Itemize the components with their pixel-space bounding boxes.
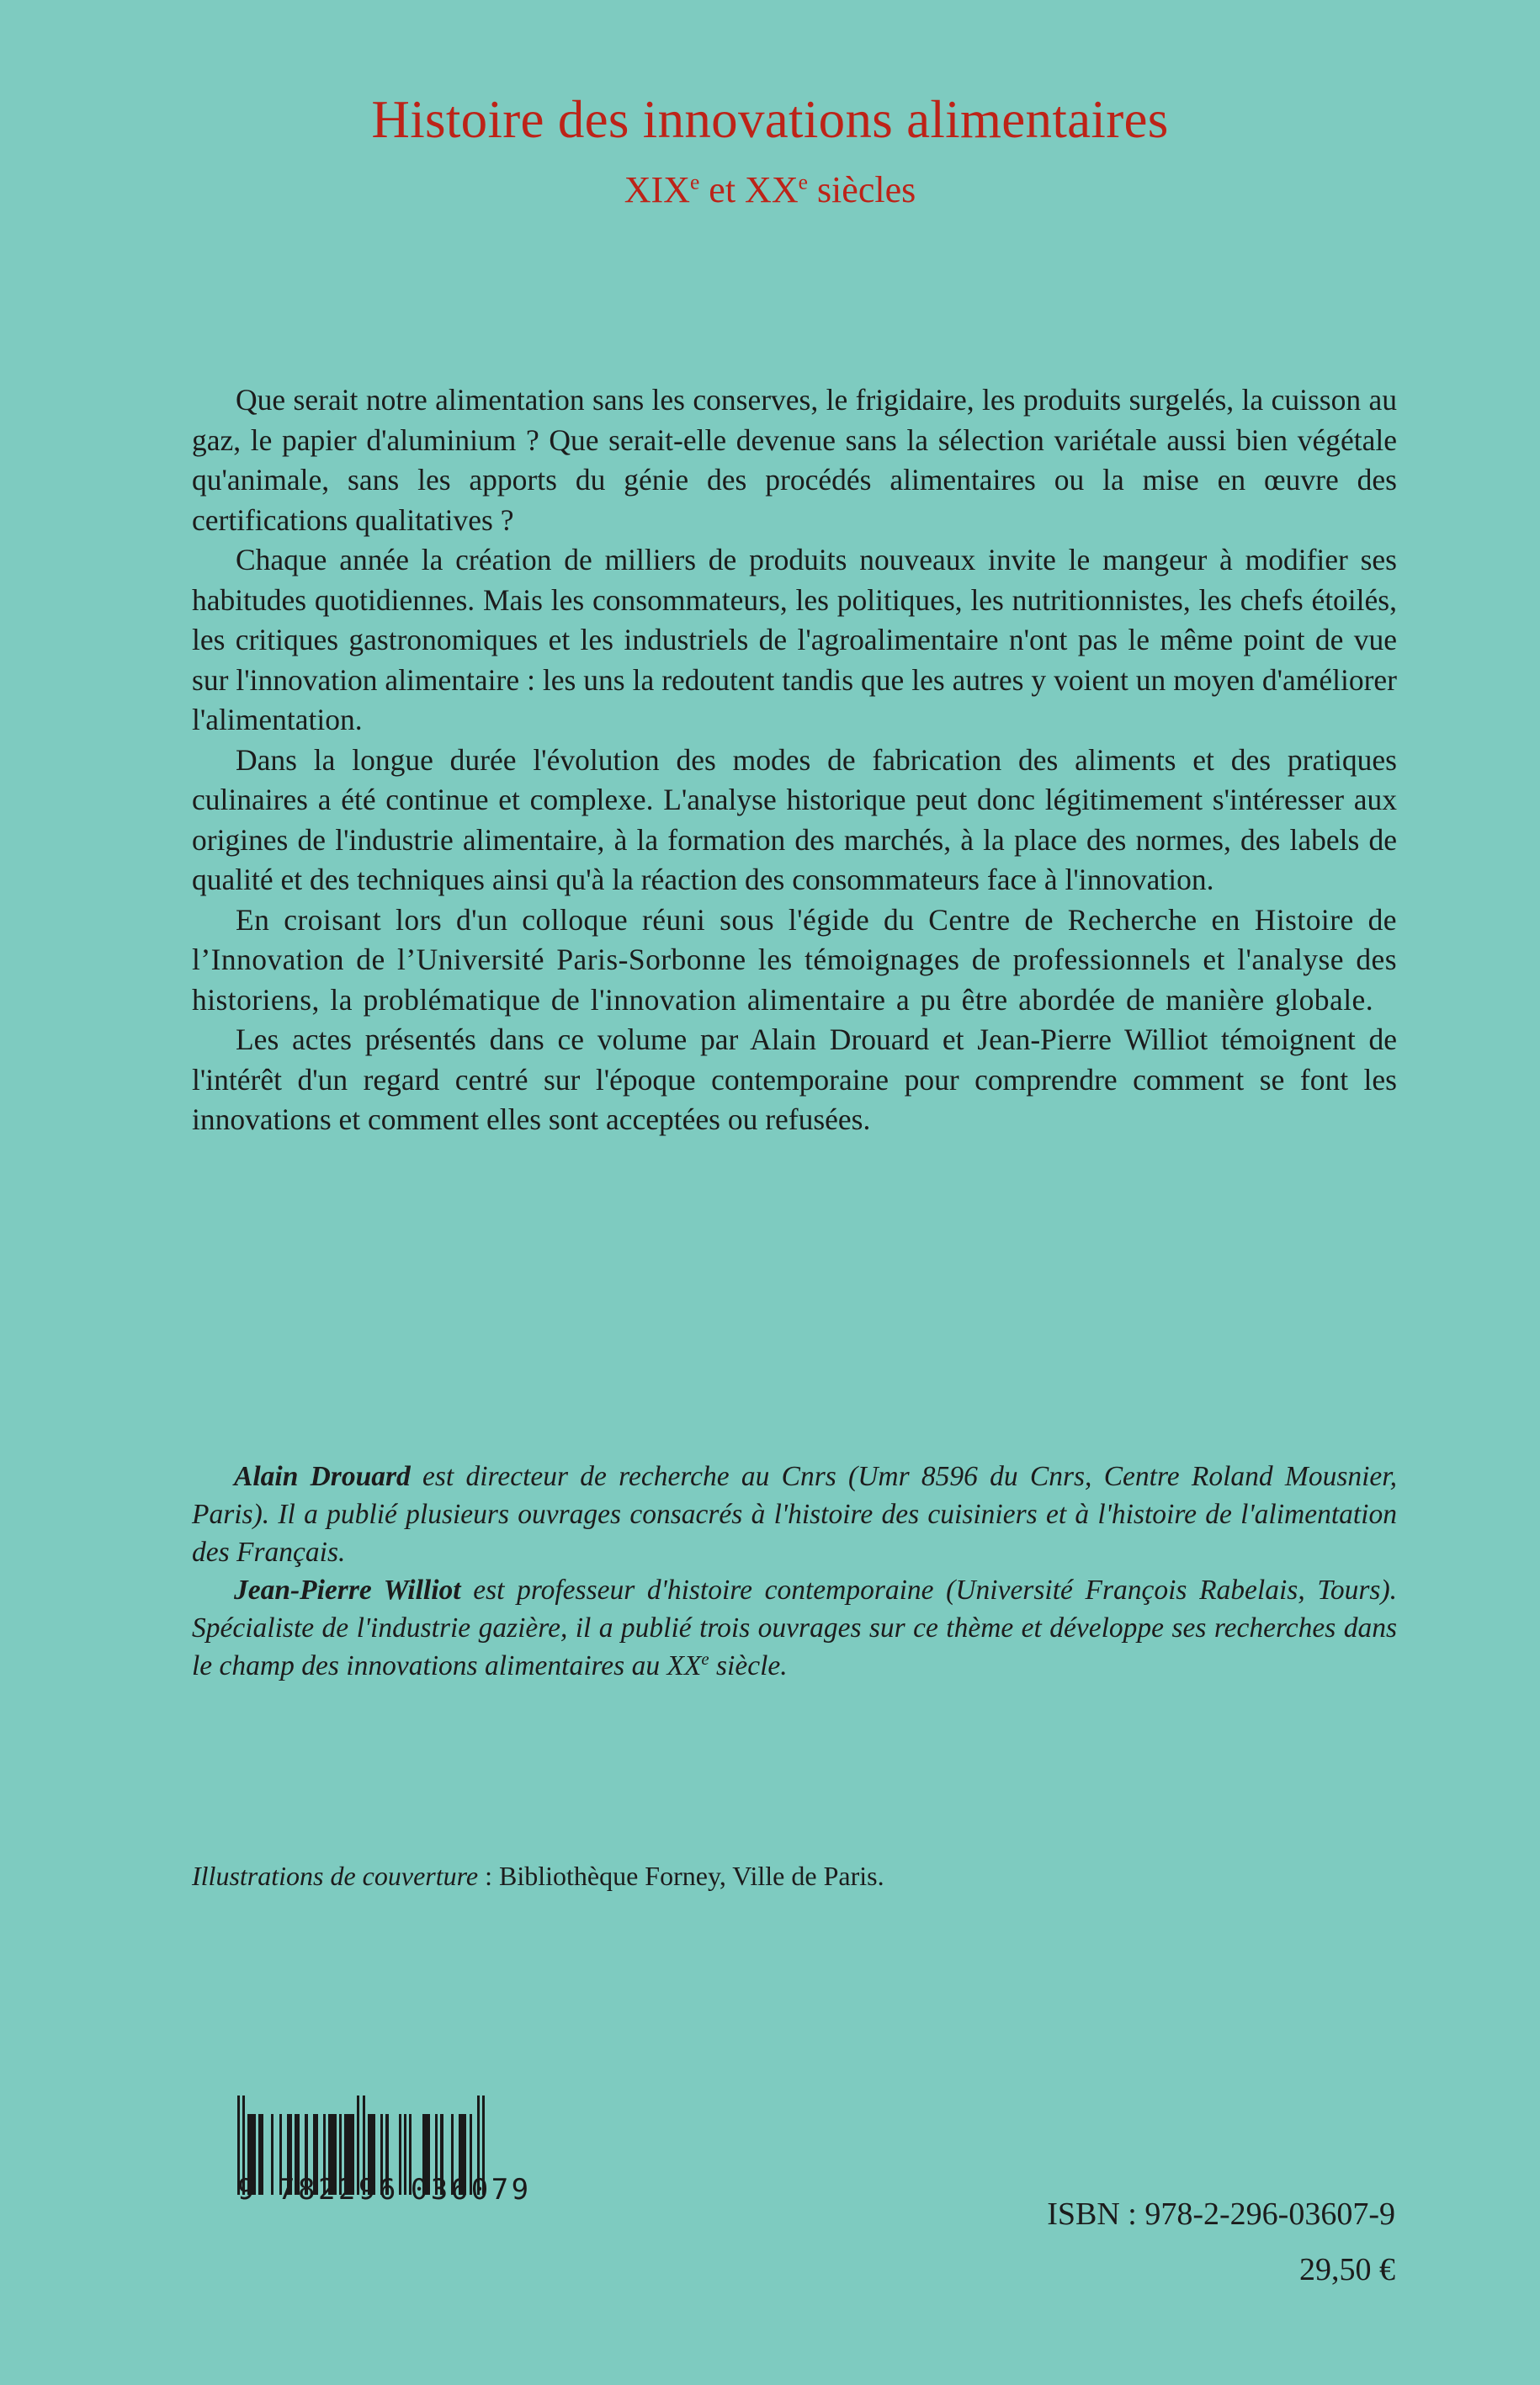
blurb-paragraph-5: Les actes présentés dans ce volume par Alain Drouard et Jean-Pierre Williot témoignent de l'intérêt d'un regard centré sur l'époque contemporaine pour comprendre comment se font les innovations et comment elles sont acceptées ou refusées.: [192, 1023, 1397, 1136]
blurb-text: [192, 380, 1397, 1140]
subtitle-part-1: XIX: [624, 169, 690, 211]
price-label: 29,50 €: [1299, 2252, 1395, 2287]
isbn-number: ISBN : 978-2-296-03607-9: [1047, 2196, 1395, 2232]
author-bio-williot-text: est professeur d'histoire contemporaine (Université François Rabelais, Tours). Spécialiste de l'industrie gazière, il a publié trois ouvrages sur ce thème et développe ses recherches dans le champ des innovations alimentaires au XX: [192, 1575, 1397, 1681]
page-subtitle: [0, 170, 1540, 210]
author-biographies: [192, 1458, 1397, 1685]
isbn-barcode: [237, 2096, 591, 2207]
author-bio-drouard: [192, 1458, 1397, 1571]
author-bio-williot-text-after: siècle.: [709, 1650, 788, 1681]
blurb-paragraph-3: Dans la longue durée l'évolution des modes de fabrication des aliments et des pratiques culinaires a été continue et complexe. L'analyse historique peut donc légitimement s'intéresser aux origines de l'industrie alimentaire, à la formation des marchés, à la place des normes, des labels de qualité et des techniques ainsi qu'à la réaction des consommateurs face à l'innovation.: [192, 742, 1397, 896]
page-title: Histoire des innovations alimentaires: [371, 90, 1169, 149]
barcode-group-left: 782296: [278, 2173, 399, 2207]
barcode-lead-digit: 9: [237, 2173, 256, 2207]
barcode-group-right: 036079: [410, 2173, 532, 2207]
subtitle-part-3: siècles: [807, 169, 916, 211]
title-block: [0, 91, 1540, 210]
subtitle-part-2: et XX: [699, 169, 799, 211]
subtitle-ordinal-1: e: [689, 169, 700, 194]
subtitle-ordinal-2: e: [798, 169, 808, 194]
author-bio-drouard-text: est directeur de recherche au Cnrs (Umr 8596 du Cnrs, Centre Roland Mousnier, Paris). Il a publié plusieurs ouvrages consacrés à l'histoire des cuisiniers et à l'histoire de l'alimentation des Français.: [192, 1461, 1397, 1568]
cover-illustration-credit: [192, 1858, 1397, 1894]
barcode-digits: [237, 2173, 591, 2207]
author-name-drouard: Alain Drouard: [234, 1461, 411, 1492]
isbn-price-block: [1047, 2191, 1395, 2292]
blurb-paragraph-2: Chaque année la création de milliers de produits nouveaux invite le mangeur à modifier ses habitudes quotidiennes. Mais les consommateurs, les politiques, les nutritionnistes, les chefs étoilés, les critiques gastronomiques et les industriels de l'agroalimentaire n'ont pas le même point de vue sur l'innovation alimentaire : les uns la redoutent tandis que les autres y voient un moyen d'améliorer l'alimentation.: [192, 543, 1397, 736]
blurb-paragraph-4: En croisant lors d'un colloque réuni sous l'égide du Centre de Recherche en Histoire de l’Innovation de l’Université Paris-Sorbonne les témoignages de professionnels et l'analyse des historiens, la problématique de l'innovation alimentaire a pu être abordée de manière globale.: [192, 902, 1397, 1017]
author-bio-williot: [192, 1571, 1397, 1685]
blurb-paragraph-1: Que serait notre alimentation sans les conserves, le frigidaire, les produits surgelés, la cuisson au gaz, le papier d'aluminium ? Que serait-elle devenue sans la sélection variétale aussi bien végétale qu'animale, sans les apports du génie des procédés alimentaires ou la mise en œuvre des certifications qualitatives ?: [192, 383, 1397, 537]
author-name-williot: Jean-Pierre Williot: [234, 1575, 461, 1606]
credit-value: : Bibliothèque Forney, Ville de Paris.: [478, 1861, 884, 1891]
credit-label: Illustrations de couverture: [192, 1861, 479, 1891]
author-bio-williot-ordinal: e: [701, 1649, 709, 1669]
